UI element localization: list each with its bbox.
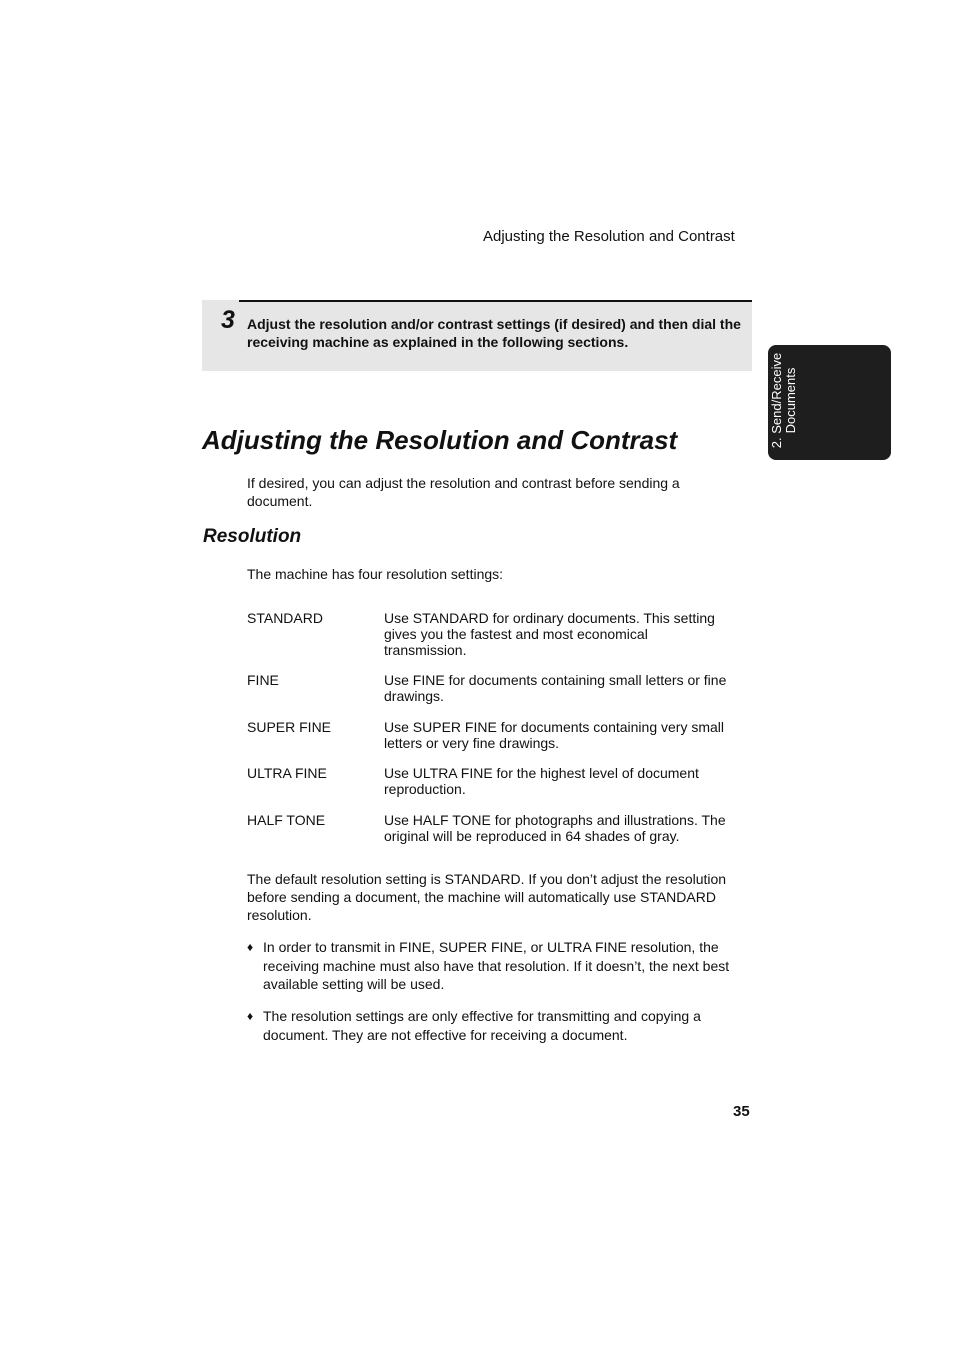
section-tab: [768, 345, 891, 460]
setting-name: STANDARD: [247, 610, 323, 626]
diamond-bullet-icon: ♦: [247, 940, 254, 954]
default-paragraph: The default resolution setting is STANDARD. If you don’t adjust the resolution before sending a document, the machine will automatically use STANDARD resolution.: [247, 871, 727, 923]
section-tab-line-1: 2. Send/Receive: [769, 352, 784, 449]
setting-description: Use HALF TONE for photographs and illustrations. The original will be reproduced in 64 shades of gray.: [384, 812, 726, 844]
setting-name: SUPER FINE: [247, 719, 332, 735]
setting-description: Use STANDARD for ordinary documents. This setting gives you the fastest and most economical transmission.: [384, 610, 715, 658]
diamond-bullet-icon: ♦: [247, 1009, 254, 1023]
section-tab-line-2: Documents: [783, 367, 798, 434]
page-title: Adjusting the Resolution and Contrast: [202, 425, 678, 455]
setting-description: Use ULTRA FINE for the highest level of document reproduction.: [384, 765, 699, 797]
setting-name: FINE: [247, 672, 279, 688]
setting-name: HALF TONE: [247, 812, 326, 828]
resolution-heading: Resolution: [203, 526, 302, 547]
step-text: Adjust the resolution and/or contrast settings (if desired) and then dial the receiving machine as explained in the following sections.: [247, 316, 741, 350]
bullet-text: In order to transmit in FINE, SUPER FINE, or ULTRA FINE resolution, the receiving machine must also have that resolution. If it doesn’t, the next best available setting will be used.: [263, 939, 730, 992]
section-tab-label: [770, 343, 806, 458]
page-number: 35: [733, 1103, 750, 1120]
setting-description: Use SUPER FINE for documents containing very small letters or very fine drawings.: [384, 719, 725, 751]
running-header: Adjusting the Resolution and Contrast: [483, 228, 735, 245]
step-number: 3: [221, 306, 235, 334]
step-rule: [239, 300, 752, 302]
intro-paragraph: If desired, you can adjust the resolution and contrast before sending a document.: [247, 475, 680, 509]
bullet-text: The resolution settings are only effective for transmitting and copying a document. They are not effective for receiving a document.: [263, 1008, 701, 1043]
setting-name: ULTRA FINE: [247, 765, 327, 781]
setting-description: Use FINE for documents containing small letters or fine drawings.: [384, 672, 727, 704]
resolution-lead: The machine has four resolution settings:: [247, 566, 504, 582]
